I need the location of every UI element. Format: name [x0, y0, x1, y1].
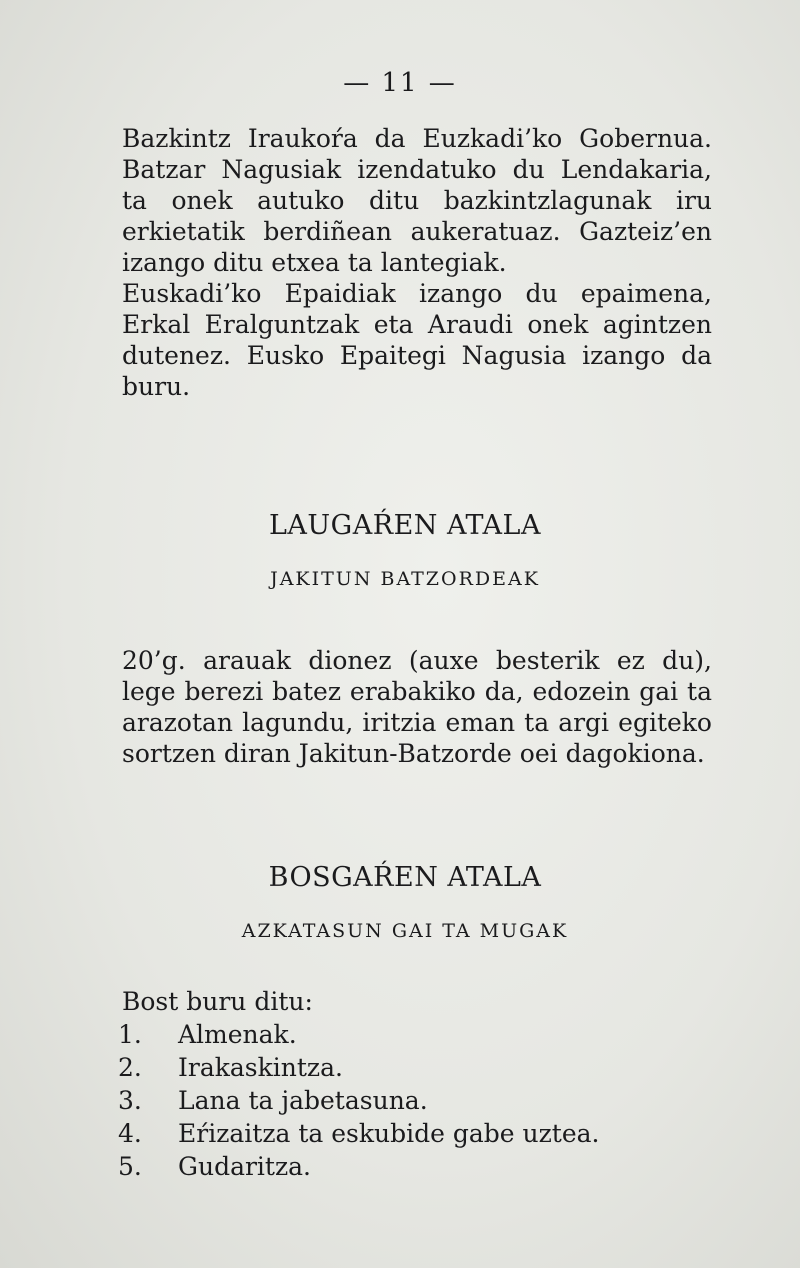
list-item-label: Lana ta jabetasuna. [178, 1086, 428, 1115]
list-item-label: Almenak. [178, 1020, 297, 1049]
list-item-number: 1. [118, 1020, 142, 1049]
topics-list [118, 1018, 599, 1183]
paragraph-judiciary: Euskadi’ko Epaidiak izango du epaimena, Erkal Eralguntzak eta Araudi onek agintzen dutenez. Eusko Epaitegi Nagusia izango da buru. [122, 279, 712, 401]
paragraph-committees: 20’g. arauak dionez (auxe besterik ez du), lege berezi batez erabakiko da, edozein gai ta arazotan lagundu, iritzia eman ta argi egiteko sortzen diran Jakitun-Batzorde oei dagokiona. [122, 646, 712, 768]
list-item-number: 3. [118, 1086, 142, 1115]
section5-title: BOSGAŔEN ATALA [268, 862, 542, 893]
list-item-label: Eŕizaitza ta eskubide gabe uztea. [178, 1119, 600, 1148]
list-intro: Bost buru ditu: [122, 987, 313, 1016]
list-item [118, 1051, 599, 1084]
list-item [118, 1117, 599, 1150]
list-item-number: 2. [118, 1053, 142, 1082]
section4-subtitle: JAKITUN BATZORDEAK [270, 568, 540, 590]
section4-title: LAUGAŔEN ATALA [269, 510, 541, 541]
list-item-number: 5. [118, 1152, 142, 1181]
page-number: — 11 — [343, 68, 457, 98]
list-item [118, 1084, 599, 1117]
list-item [118, 1150, 599, 1183]
list-item [118, 1018, 599, 1051]
section5-subtitle: AZKATASUN GAI TA MUGAK [241, 920, 569, 942]
section4-body [122, 645, 712, 769]
list-item-number: 4. [118, 1119, 142, 1148]
paragraph-government: Bazkintz Iraukoŕa da Euzkadi’ko Gobernua. Batzar Nagusiak izendatuko du Lendakaria, ta onek autuko ditu bazkintzlagunak iru erkietatik berdiñean aukeratuaz. Gazteiz’en izango ditu etxea ta lantegiak. [122, 124, 712, 277]
list-item-label: Gudaritza. [178, 1152, 311, 1181]
list-item-label: Irakaskintza. [178, 1053, 343, 1082]
intro-text [122, 123, 712, 402]
